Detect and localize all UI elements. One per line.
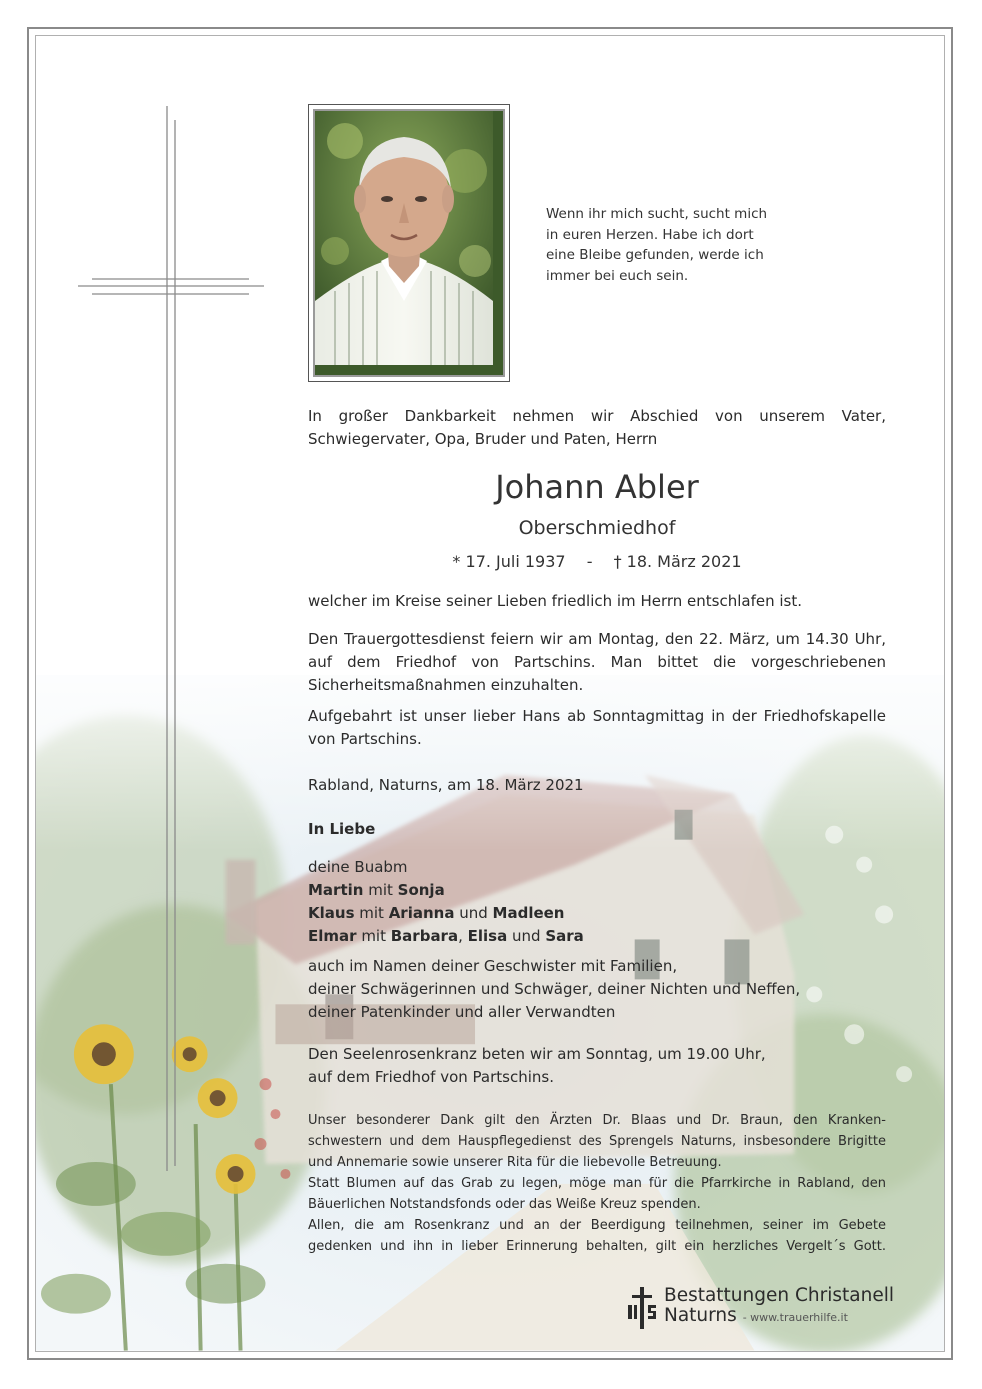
quote-line: immer bei euch sein. bbox=[546, 267, 689, 284]
mourner-connector: mit bbox=[354, 904, 389, 922]
thanks-line: gedenken und ihn in lieber Erinnerung behalten, gilt ein herzliches Vergelt´s Gott. bbox=[308, 1239, 886, 1254]
paragraph-line: Den Trauergottesdienst feiern wir am Montag, den 22. März, um 14.30 Uhr, bbox=[308, 630, 886, 648]
place-date: Rabland, Naturns, am 18. März 2021 bbox=[308, 776, 584, 794]
ihs-cross-monogram-icon bbox=[626, 1287, 658, 1329]
mourner-connector: und bbox=[454, 904, 493, 922]
life-dates bbox=[308, 552, 886, 571]
quote-line: in euren Herzen. Habe ich dort bbox=[546, 226, 754, 243]
mourner-name: Klaus bbox=[308, 904, 355, 922]
laid-out-paragraph bbox=[308, 705, 886, 751]
mourner-connector: , bbox=[458, 927, 468, 945]
mourner-connector: und bbox=[507, 927, 546, 945]
death-date: † 18. März 2021 bbox=[613, 552, 742, 571]
intro-line-1: In großer Dankbarkeit nehmen wir Abschied von unserem Vater, bbox=[308, 407, 886, 425]
mourners-group: deine Buabm bbox=[308, 858, 408, 876]
birth-date: * 17. Juli 1937 bbox=[452, 552, 566, 571]
thanks-line: Unser besonderer Dank gilt den Ärzten Dr. Blaas und Dr. Braun, den Kranken- bbox=[308, 1113, 886, 1128]
intro-line-2: Schwiegervater, Opa, Bruder und Paten, Herrn bbox=[308, 430, 658, 448]
thanks-line: und Annemarie sowie unserer Rita für die liebevolle Betreuung. bbox=[308, 1155, 722, 1170]
mourner-name: Martin bbox=[308, 881, 364, 899]
thanks-line: Allen, die am Rosenkranz und an der Beerdigung teilnehmen, seiner im Gebete bbox=[308, 1218, 886, 1233]
company-location bbox=[664, 1305, 848, 1326]
rosary-line: Den Seelenrosenkranz beten wir am Sonntag, um 19.00 Uhr, bbox=[308, 1045, 766, 1063]
mourner-name: Sara bbox=[545, 927, 584, 945]
thanks-line: schwestern und dem Hauspflegedienst des Sprengels Naturns, insbesondere Brigitte bbox=[308, 1134, 886, 1149]
company-name: Bestattungen Christanell bbox=[664, 1285, 894, 1306]
mourners-line: deiner Schwägerinnen und Schwäger, deiner Nichten und Neffen, bbox=[308, 980, 801, 998]
mourner-family-list bbox=[308, 879, 886, 948]
quote-line: eine Bleibe gefunden, werde ich bbox=[546, 247, 764, 263]
quote-line: Wenn ihr mich sucht, sucht mich bbox=[546, 206, 768, 222]
funeral-service-paragraph bbox=[308, 628, 886, 697]
mourner-name: Sonja bbox=[397, 881, 445, 899]
mourner-family bbox=[308, 879, 886, 902]
passing-statement: welcher im Kreise seiner Lieben friedlich im Herrn entschlafen ist. bbox=[308, 592, 802, 610]
mourner-name: Barbara bbox=[390, 927, 459, 945]
thanks-paragraph bbox=[308, 1110, 886, 1257]
mourner-family bbox=[308, 902, 886, 925]
deceased-name: Johann Abler bbox=[495, 468, 699, 506]
mourner-name: Elmar bbox=[308, 927, 357, 945]
paragraph-line: Aufgebahrt ist unser lieber Hans ab Sonntagmittag in der Friedhofskapelle bbox=[308, 707, 886, 725]
rosary-announcement bbox=[308, 1043, 886, 1089]
company-website: - www.trauerhilfe.it bbox=[742, 1311, 848, 1324]
mourners-line: auch im Namen deiner Geschwister mit Familien, bbox=[308, 957, 678, 975]
portrait-frame bbox=[308, 104, 510, 382]
company-town: Naturns bbox=[664, 1305, 737, 1326]
paragraph-line: auf dem Friedhof von Partschins. Man bittet die vorgeschriebenen bbox=[308, 653, 886, 671]
date-separator: - bbox=[586, 552, 593, 571]
rosary-line: auf dem Friedhof von Partschins. bbox=[308, 1068, 554, 1086]
paragraph-line: von Partschins. bbox=[308, 730, 422, 748]
mourner-connector: mit bbox=[356, 927, 391, 945]
mourner-connector: mit bbox=[363, 881, 398, 899]
mourner-name: Arianna bbox=[388, 904, 455, 922]
funeral-home-logo bbox=[626, 1285, 892, 1333]
memorial-quote bbox=[546, 204, 786, 286]
portrait-photo bbox=[315, 111, 503, 375]
mourner-family bbox=[308, 925, 886, 948]
mourners-heading bbox=[308, 818, 886, 841]
mourners-heading-text: In Liebe bbox=[308, 820, 376, 838]
mourner-name: Madleen bbox=[492, 904, 565, 922]
mourners-line: deiner Patenkinder und aller Verwandten bbox=[308, 1003, 616, 1021]
mourner-name: Elisa bbox=[467, 927, 508, 945]
paragraph-line: Sicherheitsmaßnahmen einzuhalten. bbox=[308, 676, 584, 694]
farm-name: Oberschmiedhof bbox=[518, 517, 676, 539]
thanks-line: Statt Blumen auf das Grab zu legen, möge man für die Pfarrkirche in Rabland, den bbox=[308, 1176, 886, 1191]
other-mourners bbox=[308, 955, 886, 1024]
thanks-line: Bäuerlichen Notstandsfonds oder das Weiße Kreuz spenden. bbox=[308, 1197, 701, 1212]
